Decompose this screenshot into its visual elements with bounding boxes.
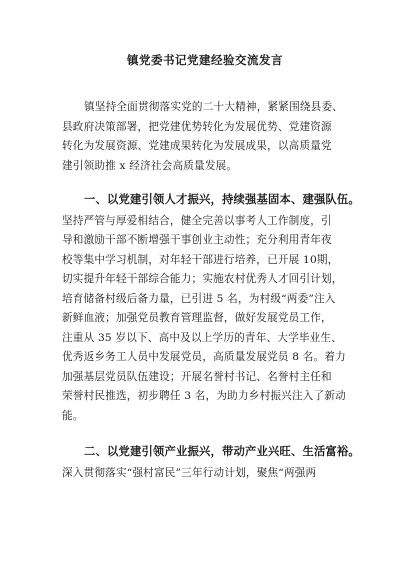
section-1-line: 荣誉村民推选，初步聘任 3 名，为助力乡村振兴注入了新动	[62, 390, 346, 402]
section-1-line: 校等集中学习机制，对年轻干部进行培养，已开展 10期，	[62, 253, 339, 266]
section-2-body	[62, 464, 348, 484]
section-2-line: 深入贯彻落实“强村富民”三年行动计划，聚焦“两强两	[62, 466, 317, 479]
intro-paragraph	[62, 98, 348, 118]
document-title: 镇党委书记党建经验交流发言	[127, 53, 283, 67]
section-1-line: 坚持严管与厚爱相结合，健全完善以事考人工作制度，引	[62, 214, 332, 227]
section-1-heading: 一、以党建引领人才振兴，持续强基固本、建强队伍。	[84, 192, 360, 206]
intro-continuation	[62, 118, 348, 177]
section-1-line: 加强基层党员队伍建设；开展名誉村书记、名誉村主任和	[62, 370, 332, 383]
intro-line: 转化为发展资源、党建成果转化为发展成果，以高质量党	[62, 140, 332, 152]
section-1-line: 导和激励干部不断增强干事创业主动性；充分利用青年夜	[62, 234, 332, 246]
section-1-line: 培育储备村级后备力量，已引进 5 名，为村级“两委”注入	[62, 292, 336, 305]
intro-line: 县政府决策部署，把党建优势转化为发展优势、党建资源	[62, 120, 332, 133]
section-1-line: 切实提升年轻干部综合能力；实施农村优秀人才回引计划，	[62, 273, 343, 285]
section-1-line: 能。	[62, 409, 84, 422]
section-1-line: 注重从 35 岁以下、高中及以上学历的青年、大学毕业生、	[62, 331, 343, 344]
section-1-line: 优秀返乡务工人员中发展党员，高质量发展党员 8 名。着力	[62, 351, 346, 363]
intro-line: 建引领助推 x 经济社会高质量发展。	[62, 159, 238, 172]
intro-line: 镇坚持全面贯彻落实党的二十大精神，紧紧围绕县委、	[84, 101, 344, 113]
section-1-body	[62, 212, 348, 427]
section-2-heading: 二、以党建引领产业振兴，带动产业兴旺、生活富裕。	[84, 444, 360, 458]
section-1-line: 新鲜血液；加强党员教育管理监督，做好发展党员工作，	[62, 312, 332, 324]
